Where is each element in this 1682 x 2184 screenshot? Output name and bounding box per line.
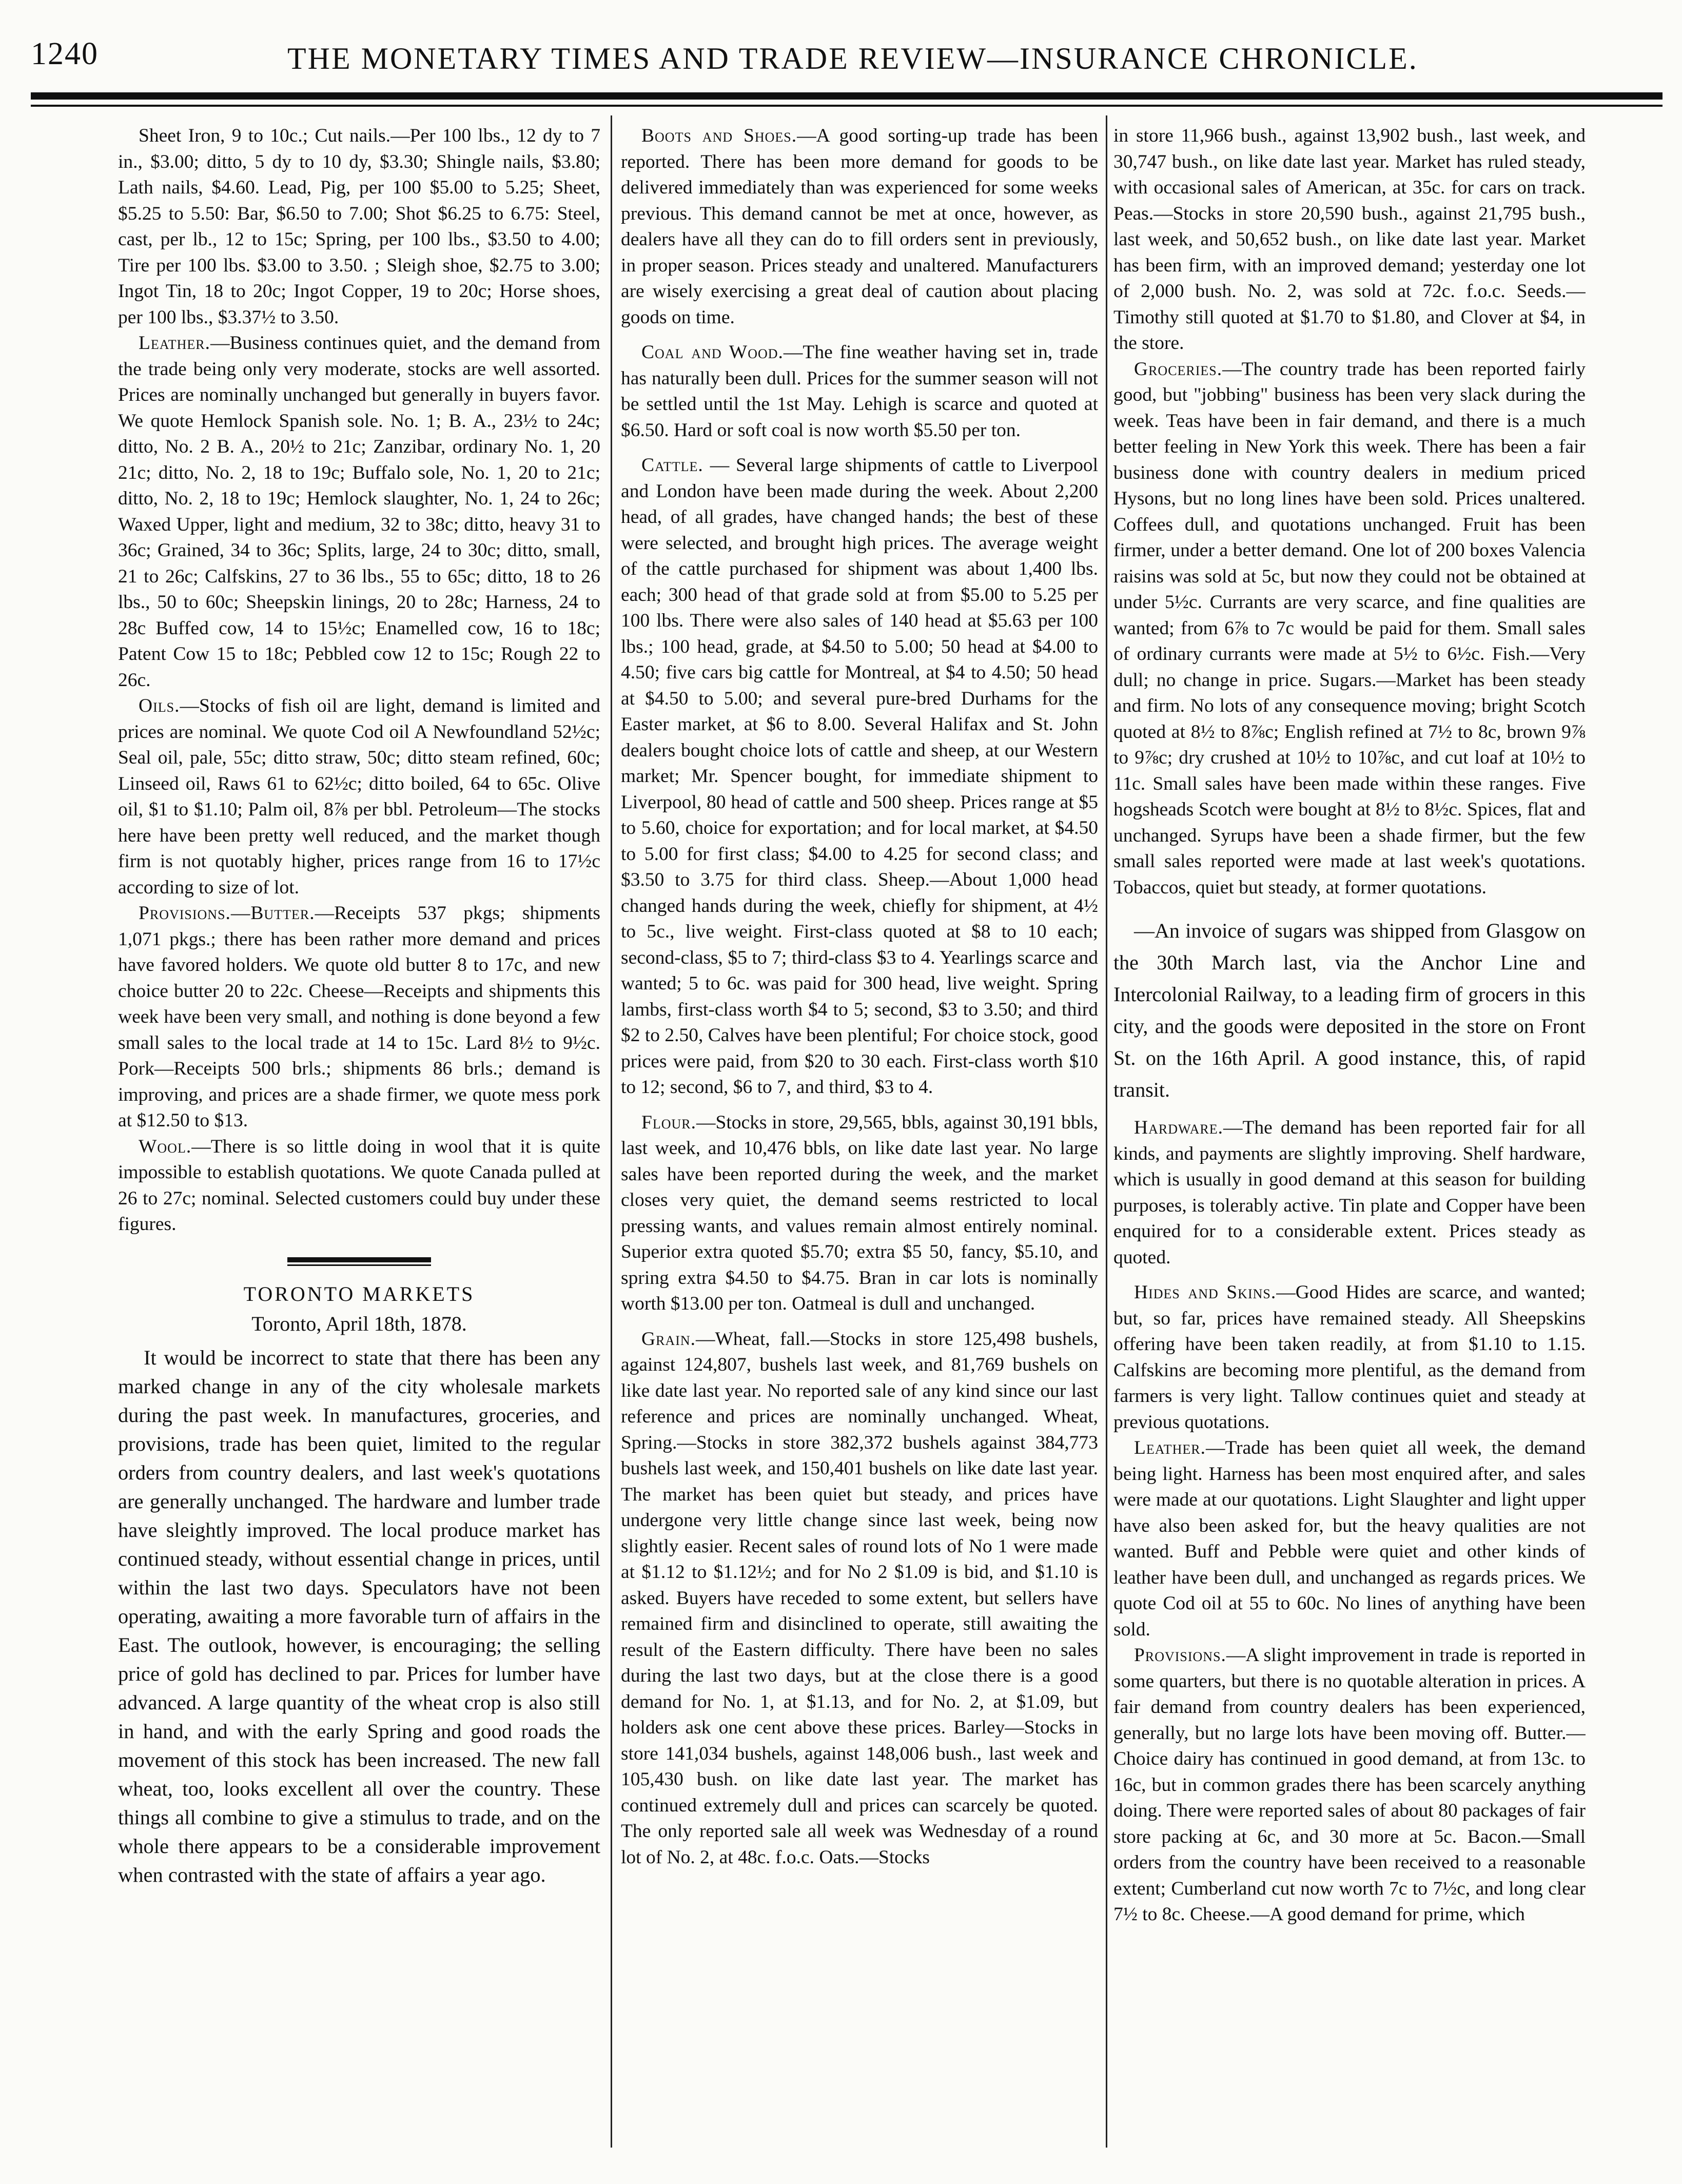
leather-paragraph: —Trade has been quiet all week, the demand being light. Harness has been most enquired after, and sales were made at our quotations. Light Slaughter and light upper have also been asked for, but the heavy qualities are not wanted. Buff and Pebble were quiet and other kinds of leather have been dull, and unchanged as regards prices. We quote Cod oil at 55 to 60c. No lines of anything have been sold. — [1113, 1437, 1586, 1640]
page-number: 1240 — [31, 36, 99, 71]
section-head-hides: Hides and Skins. — [1134, 1282, 1277, 1303]
grain-paragraph: —Wheat, fall.—Stocks in store 125,498 bushels, against 124,807, bushels last week, and 81,769 bushels on like date last year. No reported sale of any kind since our last reference and prices are nominally unchanged. Wheat, Spring.—Stocks in store 382,372 bushels against 384,773 bushels last week, and 150,401 bushels on like date last year. The market has been quiet but steady, and prices have undergone very little change since last week, being now slightly easier. Recent sales of round lots of No 1 were made at $1.12 to $1.12½; and for No 2 $1.09 is bid, and $1.10 is asked. Buyers have receded to some extent, but sellers have remained firm and disinclined to operate, still awaiting the result of the Eastern difficulty. There have been no sales during the last two days, but at the close there is a good demand for No. 1, at $1.13, and for No. 2, at $1.09, but holders ask one cent above these prices. Barley—Stocks in store 141,034 bushels, against 148,006 bush., last week and 105,430 bush. on like date last year. The market has continued extremely dull and prices can scarcely be quoted. The only reported sale all week was Wednesday of a round lot of No. 2, at 48c. f.o.c. Oats.—Stocks — [621, 1328, 1098, 1868]
hides-paragraph: —Good Hides are scarce, and wanted; but, so far, prices have remained steady. All Sheepskins offering have been taken readily, at from $1.10 to 1.15. Calfskins are becoming more plentiful, as the demand from farmers is very light. Tallow continues quiet and steady at previous quotations. — [1113, 1282, 1586, 1433]
column-left — [118, 123, 600, 2140]
section-head-leather: Leather. — [139, 333, 210, 354]
column-divider — [611, 115, 612, 2148]
section-head-cattle: Cattle. — [641, 455, 703, 476]
column-middle — [621, 123, 1098, 2140]
section-head-wool: Wool. — [139, 1136, 192, 1157]
groceries-paragraph: —The country trade has been reported fairly good, but "jobbing" business has been very slack during the week. Teas have been in fair demand, and there is a much better feeling in New York this week. There has been a fair business done with country dealers in medium priced Hysons, but no long lines have been sold. Prices unaltered. Coffees dull, and quotations unchanged. Fruit has been firmer, under a better demand. One lot of 200 boxes Valencia raisins was sold at 5c, but now they could not be obtained at under 5½c. Currants are very scarce, and fine qualities are wanted; from 6⅞ to 7c would be paid for them. Small sales of ordinary currants were made at 5½ to 6½c. Fish.—Very dull; no change in price. Sugars.—Market has been steady and firm. No lots of any consequence moving; bright Scotch quoted at 8½ to 8⅞c; English refined at 7½ to 8c, brown 9⅞ to 9⅞c; dry crushed at 10½ to 10⅞c, and cut loaf at 10½ to 11c. Small sales have been made within these ranges. Five hogsheads Scotch were bought at 8½ to 8½c. Spices, flat and unchanged. Syrups have been a shade firmer, but the few small sales reported were made at last week's quotations. Tobaccos, quiet but steady, at former quotations. — [1113, 358, 1586, 898]
masthead-title: THE MONETARY TIMES AND TRADE REVIEW—INSURANCE CHRONICLE. — [287, 42, 1418, 75]
hardware-paragraph: —The demand has been reported fair for all kinds, and payments are slightly improving. Shelf hardware, which is usually in good demand at this season for building purposes, is tolerably active. Tin plate and Copper have been enquired for to a considerable extent. Prices steady as quoted. — [1113, 1117, 1586, 1268]
section-head-leather: Leather. — [1134, 1437, 1206, 1458]
sugar-invoice-notice: —An invoice of sugars was shipped from Glasgow on the 30th March last, via the Anchor Line and Intercolonial Railway, to a leading firm of grocers in this city, and the goods were deposited in the store on Front St. on the 16th April. A good instance, this, of rapid transit. — [1113, 919, 1586, 1101]
section-rule-thin — [287, 1264, 431, 1266]
column-right — [1113, 123, 1586, 2140]
cattle-paragraph: — Several large shipments of cattle to Liverpool and London have been made during the week. About 2,200 head, of all grades, have changed hands; the best of these were selected, and brought high prices. The average weight of the cattle purchased for shipment was about 1,400 lbs. each; 300 head of that grade sold at from $5.00 to 5.25 per 100 lbs. There were also sales of 140 head at $5.63 per 100 lbs.; 100 head, grade, at $4.50 to 5.00; 50 head at $4.00 to 4.50; five cars big cattle for Montreal, at $4 to 4.50; 50 head at $4.50 to 5.00; and several pure-bred Durhams for the Easter market, at $6 to 8.00. Several Halifax and St. John dealers bought choice lots of cattle and sheep, at our Western market; Mr. Spencer bought, for immediate shipment to Liverpool, 80 head of cattle and 500 sheep. Prices range at $5 to 5.60, choice for exportation; and for local market, at $4.50 to 5.00 for first class; $4.00 to 4.25 for second class; and $3.50 to 3.75 for third class. Sheep.—About 1,000 head changed hands during the week, chiefly for shipment, at 4½ to 5c., live weight. First-class quoted at $8 to 10 each; second-class, $5 to 7; third-class $3 to 4. Yearlings scarce and wanted; 5 to 6c. was paid for 300 head, live weight. Spring lambs, first-class worth $4 to 5; second, $3 to 3.50; and third $2 to 2.50, Calves have been plentiful; For choice stock, good prices were paid, from $20 to 30 each. First-class worth $10 to 12; second, $6 to 7, and third, $3 to 4. — [621, 455, 1098, 1098]
coal-paragraph: —The fine weather having set in, trade has naturally been dull. Prices for the summer season will not be settled until the 1st May. Lehigh is scarce and quoted at $6.50. Hard or soft coal is now worth $5.50 per ton. — [621, 342, 1098, 441]
section-head-provisions: Provisions. — [1134, 1645, 1226, 1666]
section-head-groceries: Groceries. — [1134, 358, 1223, 380]
section-rule — [287, 1257, 431, 1262]
section-head-coal: Coal and Wood. — [641, 342, 784, 363]
provisions-paragraph: —Receipts 537 pkgs; shipments 1,071 pkgs.; there has been rather more demand and prices have favored holders. We quote old butter 8 to 17c, and new choice butter 20 to 22c. Cheese—Receipts and shipments this week have been very small, and nothing is done beyond a few small sales to the local trade at 14 to 15c. Lard 8½ to 9½c. Pork—Receipts 500 brls.; shipments 86 brls.; demand is improving, and prices are a shade firmer, we quote mess pork at $12.50 to $13. — [118, 903, 600, 1131]
header-rule-thick — [31, 92, 1663, 100]
provisions-paragraph: —A slight improvement in trade is reported in some quarters, but there is no quotable alteration in prices. A fair demand from country dealers has been experienced, generally, but no large lots have been moving off. Butter.—Choice dairy has continued in good demand, at from 13c. to 16c, but in common grades there has been scarcely anything doing. There were reported sales of about 80 packages of fair store packing at 6c, and 30 more at 5c. Bacon.—Small orders from the country have been received to a reasonable extent; Cumberland cut now worth 7c to 7½c, and long clear 7½ to 8c. Cheese.—A good demand for prime, which — [1113, 1645, 1586, 1925]
column-divider — [1106, 115, 1107, 2148]
section-head-provisions: Provisions.—Butter. — [139, 903, 315, 924]
toronto-markets-paragraph: It would be incorrect to state that there has been any marked change in any of the city wholesale markets during the past week. In manufactures, groceries, and provisions, trade has been quiet, limited to the regular orders from country dealers, and last week's quotations are generally unchanged. The hardware and lumber trade have sleightly improved. The local produce market has continued steady, without essential change in prices, until within the last two days. Speculators have not been operating, awaiting a more favorable turn of affairs in the East. The outlook, however, is encouraging; the selling price of gold has declined to par. Prices for lumber have advanced. A large quantity of the wheat crop is also still in hand, and with the early Spring and good roads the movement of this stock has been increased. The new fall wheat, too, looks excellent all over the country. These things all combine to give a stimulus to trade, and on the whole there appears to be a considerable improvement when contrasted with the state of affairs a year ago. — [118, 1346, 600, 1886]
section-title: TORONTO MARKETS — [243, 1282, 475, 1305]
section-head-oils: Oils. — [139, 695, 180, 716]
oats-continued-paragraph: in store 11,966 bush., against 13,902 bush., last week, and 30,747 bush., on like date last year. Market has ruled steady, with occasional sales of American, at 35c. for cars on track. Peas.—Stocks in store 20,590 bush., against 21,795 bush., last week, and 50,652 bush., on like date last year. Market has been firm, with an improved demand; yesterday one lot of 2,000 bush. No. 2, was sold at 72c. f.o.c. Seeds.—Timothy still quoted at $1.70 to $1.80, and Clover at $4, in the store. — [1113, 125, 1586, 354]
flour-paragraph: —Stocks in store, 29,565, bbls, against 30,191 bbls, last week, and 10,476 bbls, on like date last year. No large sales have been reported during the week, and the market closes very quiet, the demand seems restricted to local pressing wants, and values remain almost entirely nominal. Superior extra quoted $5.70; extra $5 50, fancy, $5.10, and spring extra $4.50 to $4.75. Bran in car lots is nominally worth $13.00 per ton. Oatmeal is dull and unchanged. — [621, 1112, 1098, 1314]
dateline: Toronto, April 18th, 1878. — [251, 1312, 467, 1335]
metals-paragraph: Sheet Iron, 9 to 10c.; Cut nails.—Per 100 lbs., 12 dy to 7 in., $3.00; ditto, 5 dy to 10 dy, $3.30; Shingle nails, $3.80; Lath nails, $4.60. Lead, Pig, per 100 $5.00 to 5.25; Sheet, $5.25 to 5.50: Bar, $6.50 to 7.00; Shot $6.25 to 6.75: Steel, cast, per lb., 12 to 15c; Spring, per 100 lbs., $3.50 to 4.00; Tire per 100 lbs. $3.00 to 3.50. ; Sleigh shoe, $2.75 to 3.00; Ingot Tin, 18 to 20c; Ingot Copper, 19 to 20c; Horse shoes, per 100 lbs., $3.37½ to 3.50. — [118, 125, 600, 328]
section-head-boots: Boots and Shoes. — [641, 125, 797, 146]
header-rule-thin — [31, 105, 1663, 107]
section-head-hardware: Hardware. — [1134, 1117, 1224, 1138]
oils-paragraph: —Stocks of fish oil are light, demand is limited and prices are nominal. We quote Cod oil A Newfoundland 52½c; Seal oil, pale, 55c; ditto straw, 50c; ditto steam refined, 60c; Linseed oil, Raws 61 to 62½c; ditto boiled, 64 to 65c. Olive oil, $1 to $1.10; Palm oil, 8⅞ per bbl. Petroleum—The stocks here have been pretty well reduced, and the market though firm is not quotably higher, prices range from 16 to 17½c according to size of lot. — [118, 695, 600, 898]
boots-paragraph: —A good sorting-up trade has been reported. There has been more demand for goods to be delivered immediately than was experienced for some weeks previous. This demand cannot be met at once, however, as dealers have all they can do to fill orders sent in previously, in proper season. Prices steady and unaltered. Manufacturers are wisely exercising a great deal of caution about placing goods on time. — [621, 125, 1098, 328]
section-head-flour: Flour. — [641, 1112, 697, 1133]
section-head-grain: Grain. — [641, 1328, 696, 1350]
wool-paragraph: —There is so little doing in wool that it is quite impossible to establish quotations. We quote Canada pulled at 26 to 27c; nominal. Selected customers could buy under these figures. — [118, 1136, 600, 1235]
leather-paragraph: —Business continues quiet, and the demand from the trade being only very moderate, stocks are well assorted. Prices are nominally unchanged but generally in buyers favor. We quote Hemlock Spanish sole. No. 1; B. A., 23½ to 24c; ditto, No. 2 B. A., 20½ to 21c; Zanzibar, ordinary No. 1, 20 21c; ditto, No. 2, 18 to 19c; Buffalo sole, No. 1, 20 to 21c; ditto, No. 2, 18 to 19c; Hemlock slaughter, No. 1, 24 to 26c; Waxed Upper, light and medium, 32 to 38c; ditto, heavy 31 to 36c; Grained, 34 to 36c; Splits, large, 24 to 30c; ditto, small, 21 to 26c; Calfskins, 27 to 36 lbs., 55 to 65c; ditto, 18 to 26 lbs., 50 to 60c; Sheepskin linings, 20 to 28c; Harness, 24 to 28c Buffed cow, 14 to 15½c; Enamelled cow, 16 to 18c; Patent Cow 15 to 18c; Pebbled cow 12 to 15c; Rough 22 to 26c. — [118, 333, 600, 691]
